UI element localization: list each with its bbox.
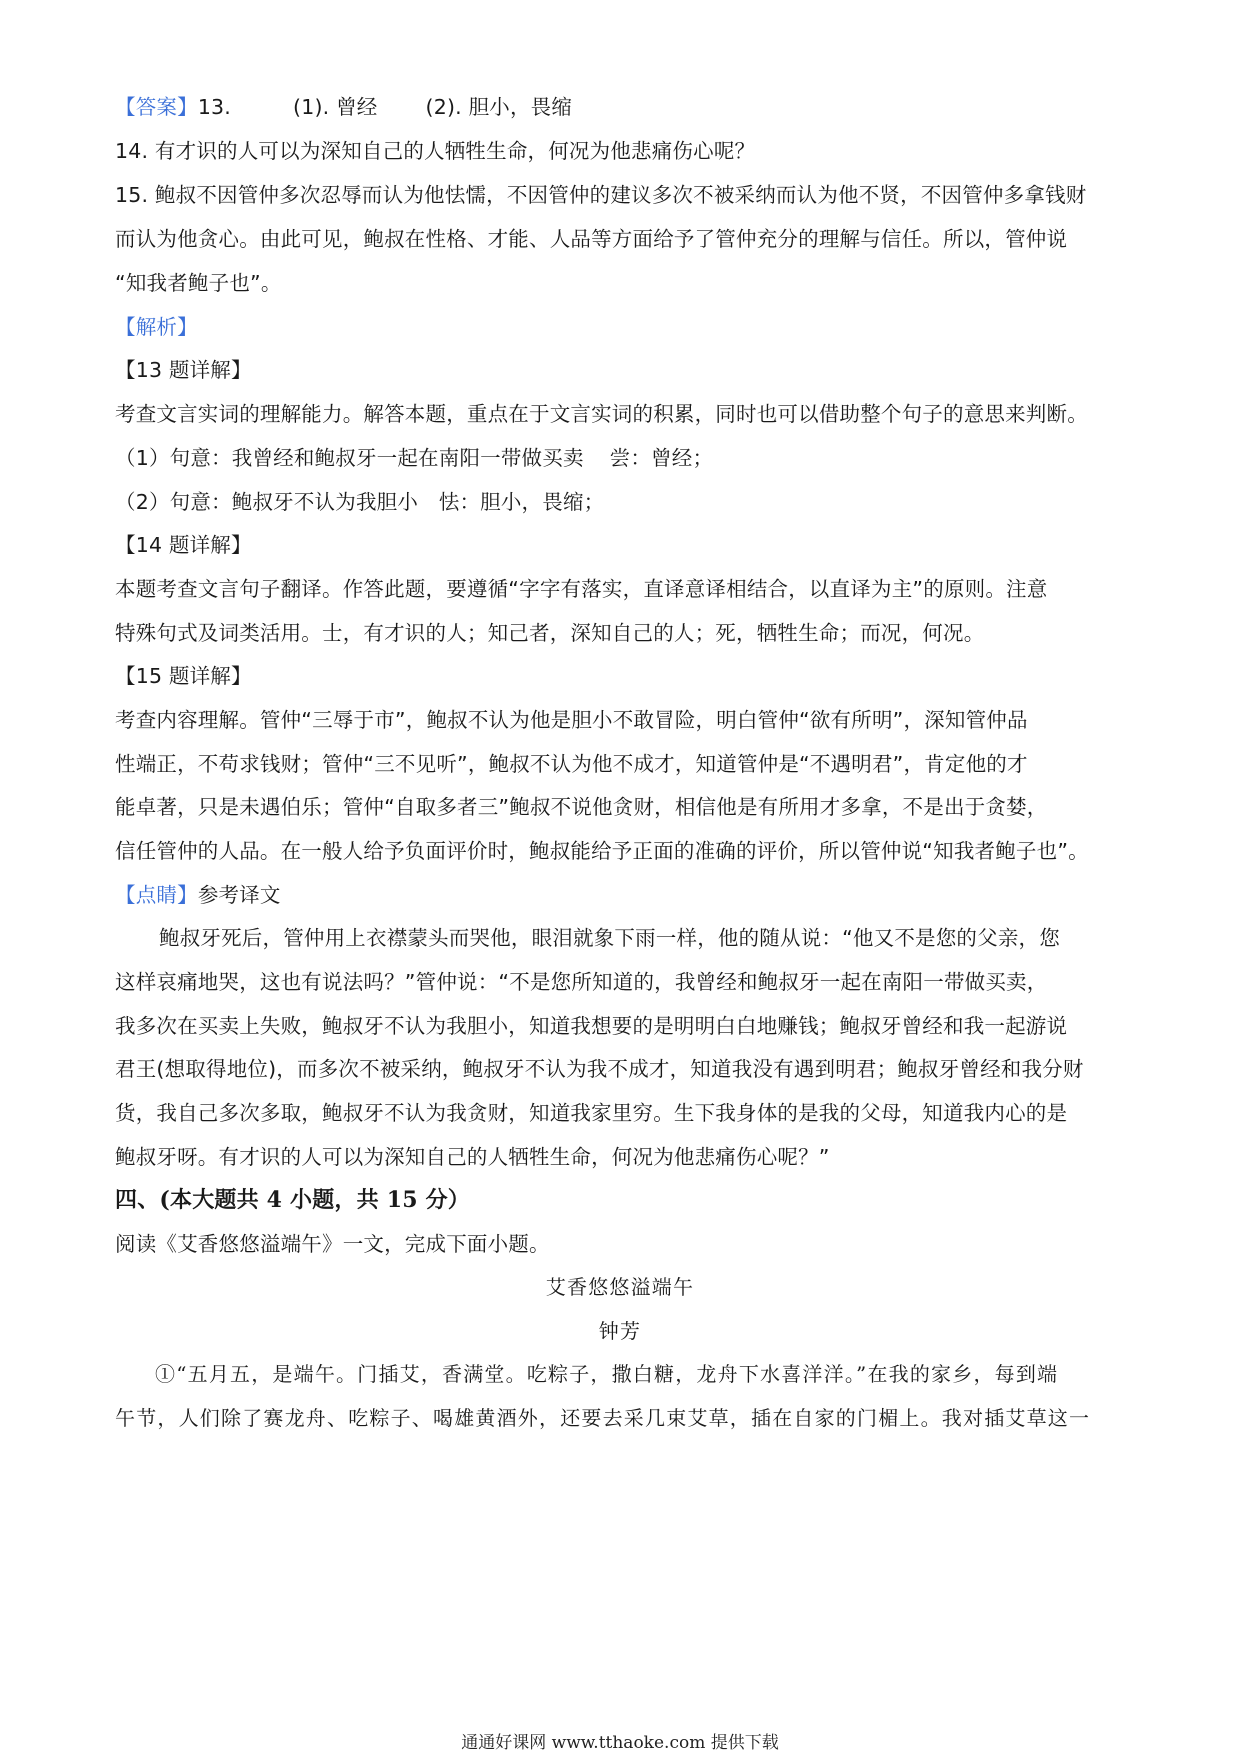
translation-line5: 货，我自己多次多取，鲍叔牙不认为我贪财，知道我家里穷。生下我身体的是我的父母，知道我内心的是: [115, 1101, 1068, 1125]
article-author: 钟芳: [598, 1319, 642, 1343]
analysis-q15-line4: 信任管仲的人品。在一般人给予负面评价时，鲍叔能给予正面的准确的评价，所以管仲说“知我者鲍子也”。: [115, 839, 1089, 863]
translation-line4: 君王(想取得地位)，而多次不被采纳，鲍叔牙不认为我不成才，知道我没有遇到明君；鲍叔牙曾经和我分财: [115, 1057, 1084, 1081]
tip-title: 参考译文: [197, 883, 281, 907]
analysis-tag: 【解析】: [115, 315, 198, 339]
analysis-q14-header: 【14 题详解】: [115, 533, 252, 557]
translation-line2: 这样哀痛地哭，这也有说法吗？”管仲说：“不是您所知道的，我曾经和鲍叔牙一起在南阳一带做买卖，: [115, 970, 1048, 994]
page-footer: 通通好课网 www.tthaoke.com 提供下载: [461, 1733, 779, 1753]
analysis-q15-line2: 性端正，不苟求钱财；管仲“三不见听”，鲍叔不认为他不成才，知道管仲是“不遇明君”，肯定他的才: [115, 752, 1028, 776]
analysis-q13-line3: （2）句意：鲍叔牙不认为我胆小 怯：胆小，畏缩；: [115, 490, 605, 514]
analysis-q15-line3: 能卓著，只是未遇伯乐；管仲“自取多者三”鲍叔不说他贪财，相信他是有所用才多拿，不是出于贪婪，: [115, 795, 1048, 819]
tip-line: [115, 880, 281, 910]
answer-q13-part1: (1). 曾经: [293, 95, 378, 119]
analysis-q15-header: 【15 题详解】: [115, 664, 252, 688]
tip-tag: 【点睛】: [115, 883, 198, 907]
answer-q13-number: 13.: [197, 95, 232, 119]
analysis-q13-line2: [115, 443, 713, 473]
article-title: 艾香悠悠溢端午: [545, 1275, 695, 1299]
analysis-q13-sentence1: （1）句意：我曾经和鲍叔牙一起在南阳一带做买卖: [115, 446, 584, 470]
translation-line1: 鲍叔牙死后，管仲用上衣襟蒙头而哭他，眼泪就象下雨一样，他的随从说：“他又不是您的父亲，您: [159, 926, 1060, 950]
answer-q15-line2: 而认为他贪心。由此可见，鲍叔在性格、才能、人品等方面给予了管仲充分的理解与信任。所以，管仲说: [115, 227, 1068, 251]
answer-tag: 【答案】: [115, 95, 198, 119]
translation-line6: 鲍叔牙呀。有才识的人可以为深知自己的人牺牲生命，何况为他悲痛伤心呢？”: [115, 1145, 830, 1169]
translation-line3: 我多次在买卖上失败，鲍叔牙不认为我胆小，知道我想要的是明明白白地赚钱；鲍叔牙曾经和我一起游说: [115, 1014, 1068, 1038]
article-para1-line1: ①“五月五，是端午。门插艾，香满堂。吃粽子，撒白糖，龙舟下水喜洋洋。”在我的家乡，每到端: [155, 1362, 1059, 1386]
answer-q13-part2: (2). 胆小，畏缩: [425, 95, 573, 119]
answer-q15-line3: “知我者鲍子也”。: [115, 271, 282, 295]
section-heading: 四、(本大题共 4 小题，共 15 分）: [115, 1187, 470, 1213]
analysis-q15-line1: 考查内容理解。管仲“三辱于市”，鲍叔不认为他是胆小不敢冒险，明白管仲“欲有所明”，深知管仲品: [115, 708, 1028, 732]
answer-q14: 14. 有才识的人可以为深知自己的人牺牲生命，何况为他悲痛伤心呢？: [115, 139, 756, 163]
analysis-q13-header: 【13 题详解】: [115, 358, 252, 382]
analysis-q13-word1: 尝：曾经；: [609, 446, 714, 470]
answer-line-13: [115, 92, 572, 122]
analysis-q13-line1: 考查文言实词的理解能力。解答本题，重点在于文言实词的积累，同时也可以借助整个句子的意思来判断。: [115, 402, 1088, 426]
reading-instruction: 阅读《艾香悠悠溢端午》一文，完成下面小题。: [115, 1232, 550, 1256]
article-para1-line2: 午节，人们除了赛龙舟、吃粽子、喝雄黄酒外，还要去采几束艾草，插在自家的门楣上。我对插艾草这一: [115, 1406, 1091, 1430]
answer-q15-line1: 15. 鲍叔不因管仲多次忍辱而认为他怯懦，不因管仲的建议多次不被采纳而认为他不贤，不因管仲多拿钱财: [115, 183, 1087, 207]
analysis-q14-line2: 特殊句式及词类活用。士，有才识的人；知己者，深知自己的人；死，牺牲生命；而况，何况。: [115, 621, 985, 645]
analysis-q14-line1: 本题考查文言句子翻译。作答此题，要遵循“字字有落实，直译意译相结合，以直译为主”的原则。注意: [115, 577, 1048, 601]
